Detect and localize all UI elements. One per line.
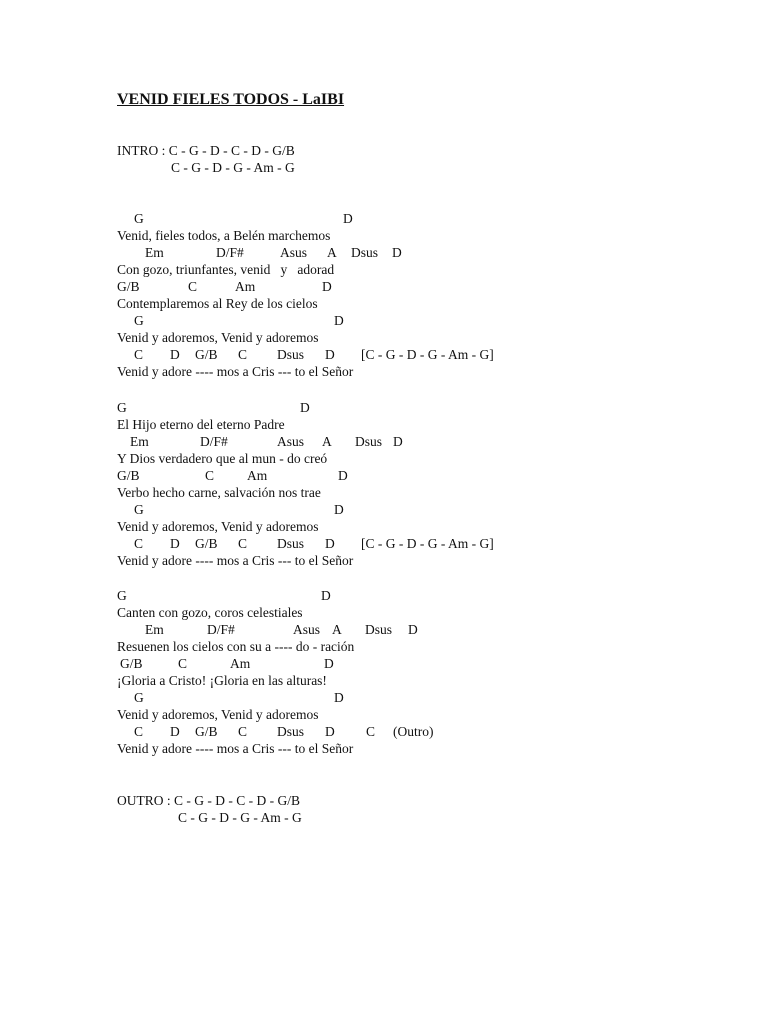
chord-label: Am [235,279,256,294]
lyric-line: Venid y adoremos, Venid y adoremos [117,519,319,534]
chord-label: C [134,536,144,551]
chord-label: C [178,656,188,671]
lyric-line: Resuenen los cielos con su a ---- do - ración [117,639,355,654]
chord-label: D [392,245,402,260]
chord-label: D [324,656,334,671]
chord-label: Em [145,245,164,260]
chord-label: Am [247,468,268,483]
chord-label: A [322,434,332,449]
chord-label: D [325,347,335,362]
lyric-line: Venid y adore ---- mos a Cris --- to el Señor [117,741,354,756]
chord-label: D [170,347,180,362]
chord-label: D [325,724,335,739]
intro-label: INTRO : C - G - D - C - D - G/B [117,143,295,158]
chord-label: D [300,400,310,415]
chord-label: (Outro) [393,724,434,739]
chord-label: A [327,245,337,260]
lyric-line: Venid y adore ---- mos a Cris --- to el Señor [117,364,354,379]
chord-label: Am [230,656,251,671]
chord-label: Dsus [365,622,393,637]
chord-label: C [205,468,215,483]
lyric-line: Venid y adore ---- mos a Cris --- to el Señor [117,553,354,568]
chord-label: Dsus [351,245,379,260]
chord-label: Asus [280,245,308,260]
outro-label: OUTRO : C - G - D - C - D - G/B [117,793,300,808]
chord-label: [C - G - D - G - Am - G] [361,347,494,362]
lyric-line: Venid, fieles todos, a Belén marchemos [117,228,331,243]
song-title: VENID FIELES TODOS - LaIBI [117,91,345,108]
chord-label: G [117,400,127,415]
chord-label: C [238,724,248,739]
chord-label: Dsus [355,434,383,449]
chord-label: G [134,211,144,226]
lyric-line: Contemplaremos al Rey de los cielos [117,296,318,311]
outro-progression: C - G - D - G - Am - G [178,810,302,825]
lyric-line: Venid y adoremos, Venid y adoremos [117,707,319,722]
lyric-line: Y Dios verdadero que al mun - do creó [117,451,328,466]
chord-label: D [325,536,335,551]
lyric-line: Con gozo, triunfantes, venid y adorad [117,262,335,277]
chord-label: Dsus [277,347,305,362]
chord-label: D [393,434,403,449]
chord-label: D [334,690,344,705]
chord-label: D [170,724,180,739]
chord-label: Dsus [277,536,305,551]
chord-label: G [134,502,144,517]
chord-label: D/F# [207,622,235,637]
chord-label: D [408,622,418,637]
chord-label: G [117,588,127,603]
chord-label: D [321,588,331,603]
chord-label: D [334,313,344,328]
chord-label: D [334,502,344,517]
chord-label: A [332,622,342,637]
intro-progression: C - G - D - G - Am - G [171,160,295,175]
chord-label: C [134,347,144,362]
chord-label: C [238,347,248,362]
chord-label: Dsus [277,724,305,739]
chord-label: C [366,724,376,739]
lyric-line: Venid y adoremos, Venid y adoremos [117,330,319,345]
chord-label: C [188,279,198,294]
chord-label: D [338,468,348,483]
chord-label: Em [130,434,149,449]
lyric-line: ¡Gloria a Cristo! ¡Gloria en las alturas! [117,673,327,688]
chord-label: Asus [277,434,305,449]
chord-label: D [170,536,180,551]
chord-label: Asus [293,622,321,637]
chord-label: G/B [195,536,218,551]
chord-label: [C - G - D - G - Am - G] [361,536,494,551]
chord-label: D/F# [216,245,244,260]
chord-label: G [134,690,144,705]
chord-label: G/B [117,279,140,294]
chord-label: G/B [120,656,143,671]
chord-label: D [322,279,332,294]
lyric-line: El Hijo eterno del eterno Padre [117,417,285,432]
lyric-line: Canten con gozo, coros celestiales [117,605,303,620]
chord-label: G [134,313,144,328]
chord-label: G/B [195,724,218,739]
chord-label: C [238,536,248,551]
chord-label: Em [145,622,164,637]
chord-label: D/F# [200,434,228,449]
lyric-line: Verbo hecho carne, salvación nos trae [117,485,321,500]
chord-label: D [343,211,353,226]
chord-label: G/B [117,468,140,483]
chord-label: G/B [195,347,218,362]
chord-label: C [134,724,144,739]
